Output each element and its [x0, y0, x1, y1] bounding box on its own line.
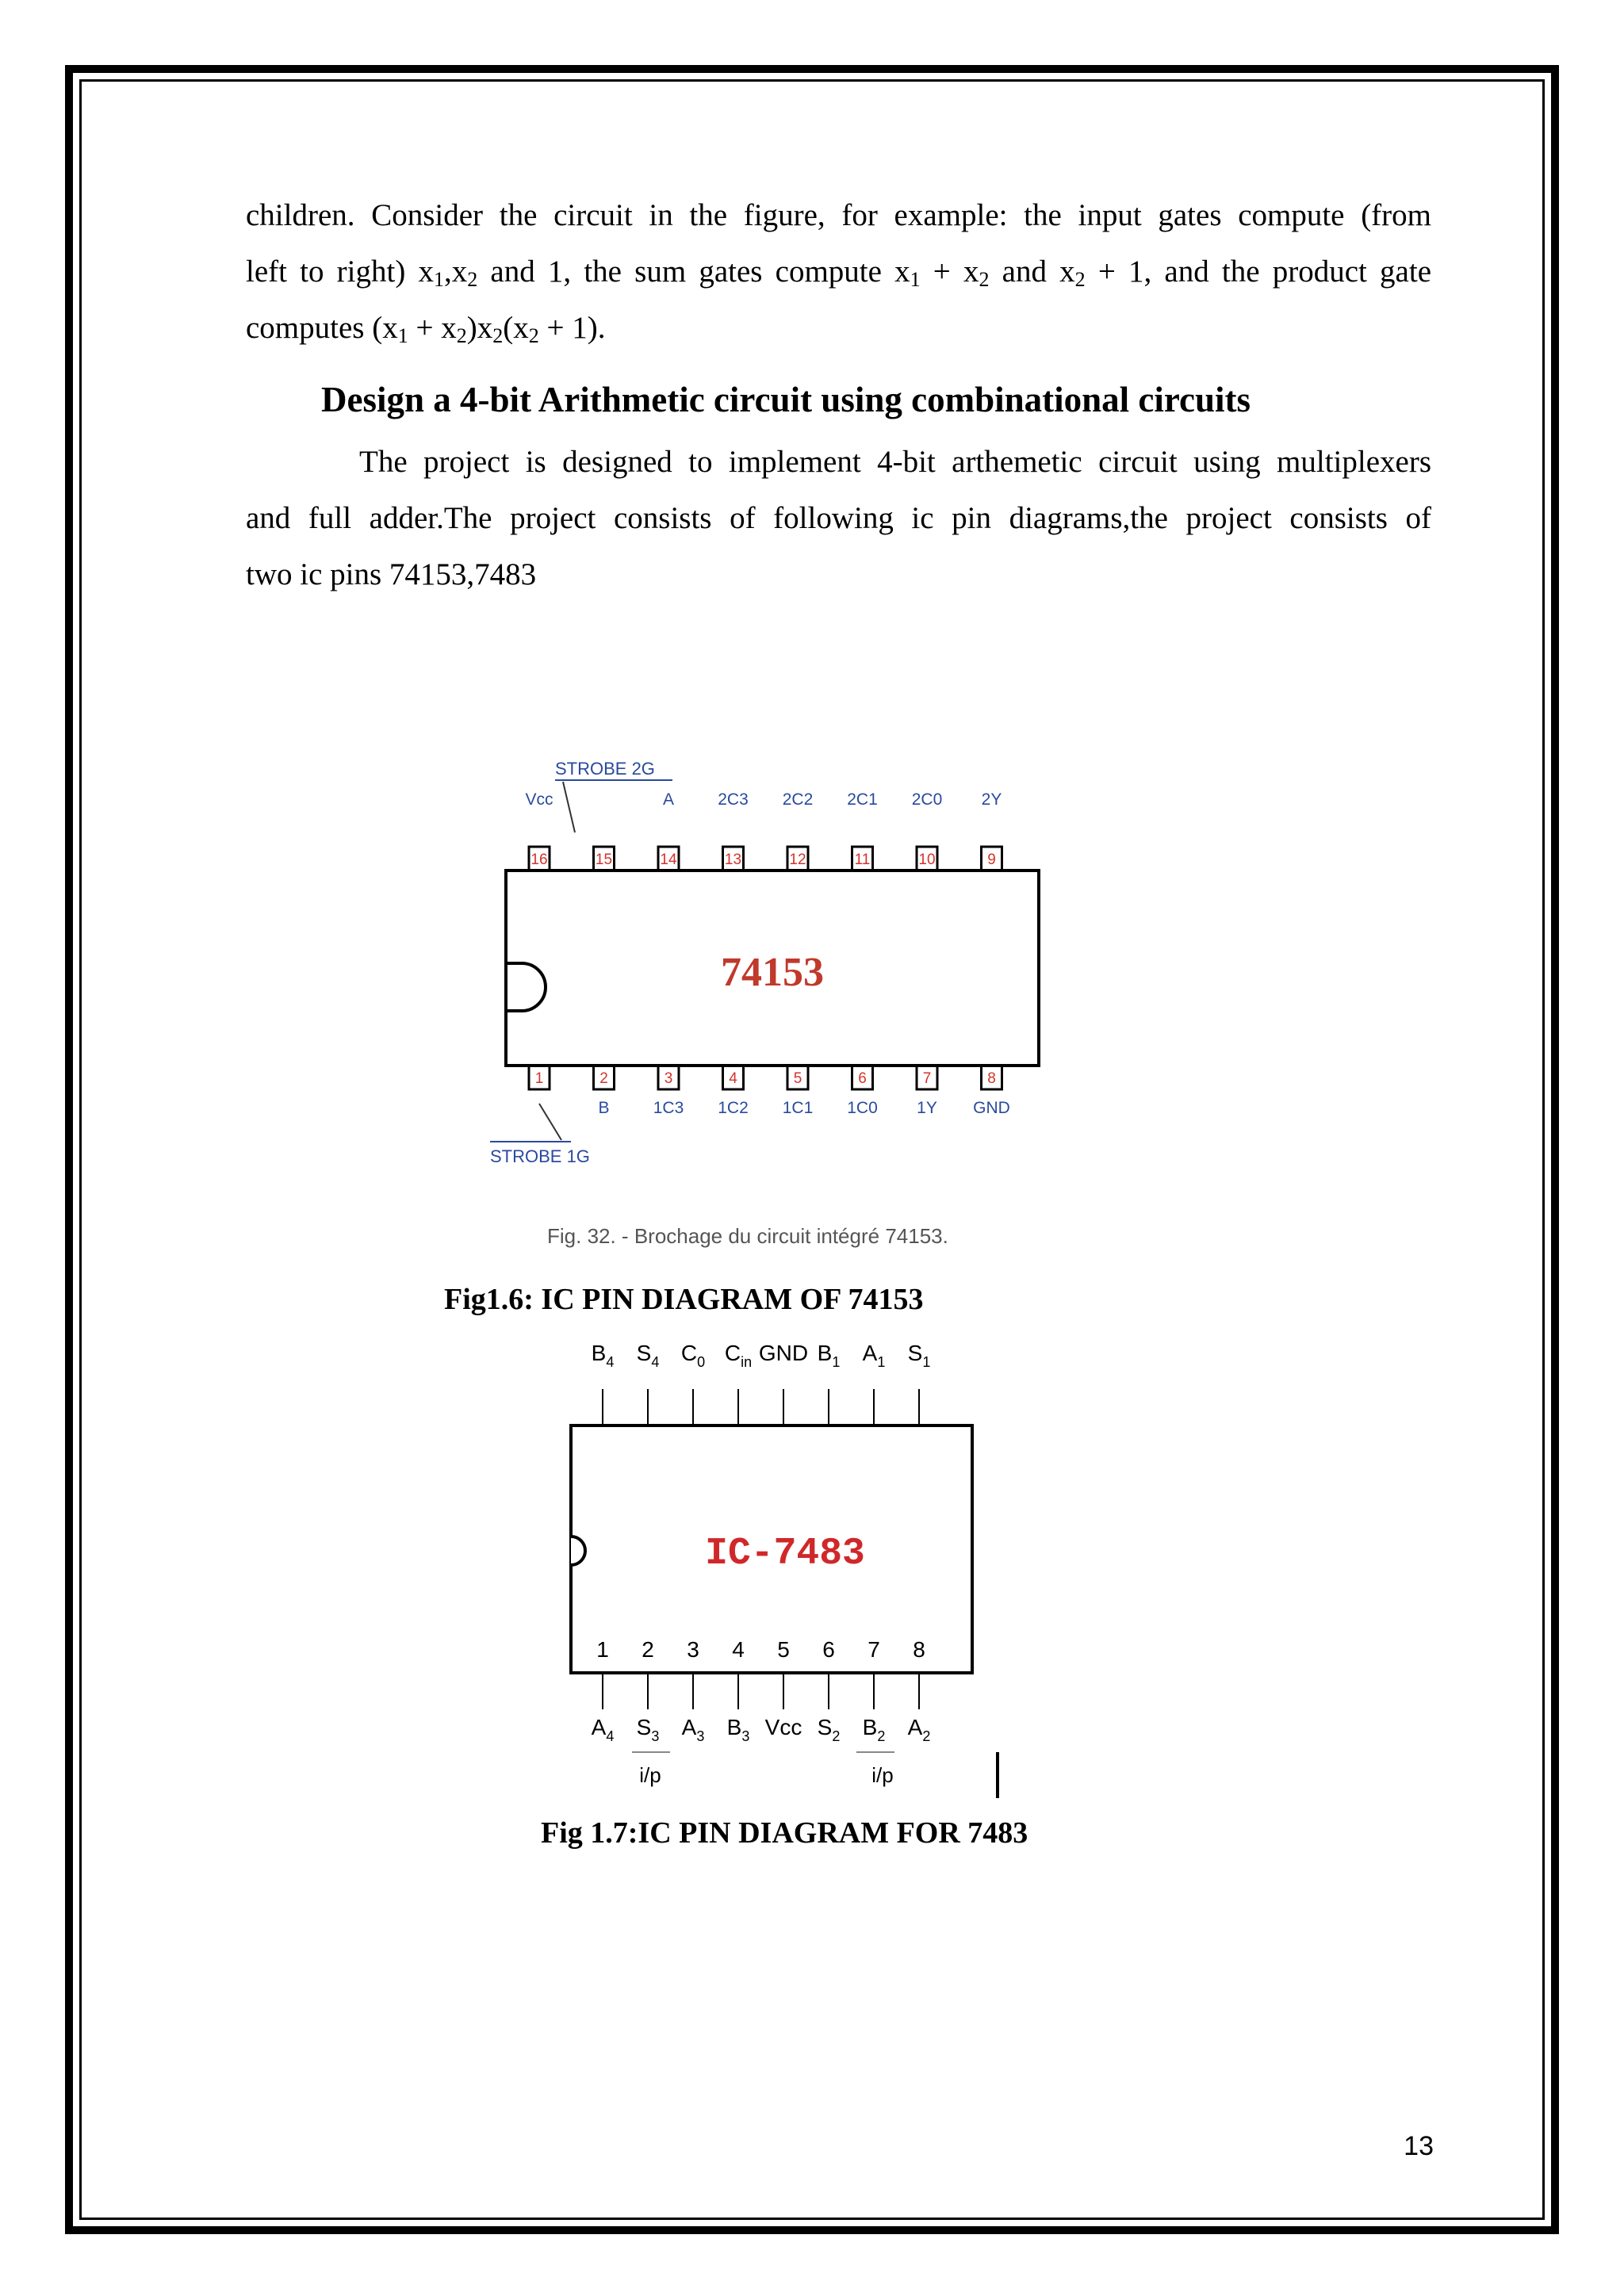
bottom-pin-label: $B_3$ — [726, 1715, 750, 1744]
top-pin-number: 11 — [854, 851, 871, 868]
top-pin-label: 2Y — [981, 790, 1002, 809]
io-label-1: i/p — [639, 1763, 661, 1787]
project-line-3: two ic pins 74153,7483 — [246, 557, 537, 591]
top-pin-label: $B_1$ — [817, 1341, 841, 1370]
ic-74153-diagram — [476, 753, 1063, 1261]
bottom-pin-label: 1C3 — [653, 1099, 684, 1117]
top-pin-label: $C_0$ — [680, 1341, 706, 1370]
io-label-2: i/p — [871, 1763, 894, 1787]
intro-line-1: children. Consider the circuit in the figure, for example: the input gates compute (from — [246, 198, 1431, 232]
bottom-pin-number: 1 — [534, 1070, 544, 1087]
bottom-pin-label: $A_4$ — [591, 1715, 615, 1744]
section-heading: Design a 4-bit Arithmetic circuit using combinational circuits — [321, 380, 1251, 419]
intro-line-3: computes $(x_1 + x_2)x_2(x_2 + 1)$. — [246, 311, 606, 347]
top-pin-label: Vcc — [525, 790, 553, 809]
top-pin-label: $C_{in}$ — [724, 1341, 753, 1370]
bottom-pin-number: 1 — [596, 1637, 609, 1662]
strobe-1g-label: STROBE 1G — [490, 1146, 590, 1166]
top-pin-number: 12 — [789, 851, 806, 868]
bottom-pin-number: 2 — [599, 1070, 608, 1087]
top-pin-label: 2C3 — [718, 790, 749, 809]
figure-1-caption: Fig1.6: IC PIN DIAGRAM OF 74153 — [444, 1283, 924, 1316]
intro-line-2: left to right) $x_1,x_2$ and 1, the sum gates compute $x_1 + x_2$ and $x_2 + 1$, and the product gate — [246, 254, 1432, 291]
bottom-pin-label: 1C1 — [782, 1099, 814, 1117]
top-pin-number: 15 — [595, 851, 613, 868]
bottom-pin-label: $A_3$ — [681, 1715, 705, 1744]
bottom-pin-number: 2 — [642, 1637, 654, 1662]
top-pin-label: 2C0 — [911, 790, 943, 809]
bottom-pin-number: 4 — [729, 1070, 737, 1087]
top-pin-label: $S_1$ — [907, 1341, 931, 1370]
project-paragraph — [246, 434, 1431, 603]
top-pin-label: $A_1$ — [862, 1341, 886, 1370]
ic-7483-label: IC-7483 — [705, 1533, 865, 1575]
bottom-pin-number: 5 — [777, 1637, 790, 1662]
top-pin-number: 13 — [724, 851, 742, 868]
source-caption: Fig. 32. - Brochage du circuit intégré 74153. — [547, 1224, 948, 1248]
top-pin-label: A — [662, 790, 675, 809]
bottom-pin-number: 5 — [793, 1070, 802, 1087]
page-number: 13 — [1404, 2131, 1434, 2161]
bottom-pin-label: 1C0 — [847, 1099, 878, 1117]
project-line-2: and full adder.The project consists of following ic pin diagrams,the project consists of — [246, 501, 1431, 535]
bottom-pin-label: 1Y — [917, 1099, 937, 1117]
bottom-pin-label: B — [598, 1099, 610, 1117]
strobe-2g-label: STROBE 2G — [555, 759, 655, 779]
bottom-pin-number: 6 — [858, 1070, 867, 1087]
top-pin-number: 9 — [987, 851, 996, 868]
ic-74153-label: 74153 — [721, 950, 824, 995]
top-pin-label: GND — [758, 1341, 809, 1365]
bottom-pin-number: 6 — [822, 1637, 835, 1662]
bottom-pin-number: 8 — [913, 1637, 925, 1662]
figure-2-caption: Fig 1.7:IC PIN DIAGRAM FOR 7483 — [541, 1816, 1028, 1850]
bottom-pin-label: $A_2$ — [907, 1715, 931, 1744]
top-pin-label: $B_4$ — [591, 1341, 615, 1370]
notch-icon — [571, 1536, 585, 1565]
ic-7483-diagram — [555, 1332, 1031, 1808]
bottom-pin-number: 4 — [732, 1637, 745, 1662]
top-pin-number: 16 — [530, 851, 548, 868]
project-line-1: The project is designed to implement 4-bit arthemetic circuit using multiplexers — [359, 445, 1431, 479]
bottom-pin-number: 7 — [868, 1637, 880, 1662]
bottom-pin-label: GND — [973, 1099, 1010, 1117]
bottom-pin-label: $B_2$ — [862, 1715, 886, 1744]
top-pin-number: 14 — [660, 851, 677, 868]
intro-paragraph — [246, 187, 1431, 356]
top-pin-number: 10 — [918, 851, 936, 868]
bottom-pin-number: 3 — [664, 1070, 673, 1087]
top-pin-label: $S_4$ — [636, 1341, 660, 1370]
bottom-pin-number: 8 — [987, 1070, 996, 1087]
bottom-pin-label: Vcc — [764, 1715, 802, 1739]
bottom-pin-label: $S_3$ — [636, 1715, 660, 1744]
top-pin-label: 2C1 — [847, 790, 878, 809]
bottom-pin-label: $S_2$ — [817, 1715, 841, 1744]
top-pin-label: 2C2 — [782, 790, 814, 809]
bottom-pin-number: 3 — [687, 1637, 699, 1662]
bottom-pin-number: 7 — [922, 1070, 932, 1087]
bottom-pin-label: 1C2 — [718, 1099, 749, 1117]
